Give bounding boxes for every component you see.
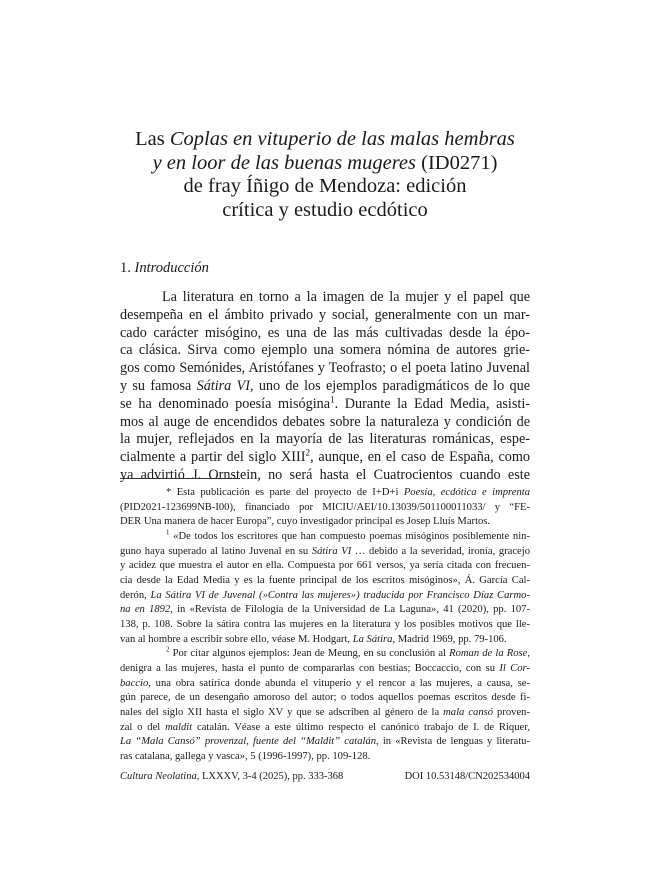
footnote-line: cia desde la Edad Media y es la fuente principal de los escritos misóginos», Á. García Cal- — [120, 574, 530, 586]
text: van al hombre a escribir sobre ello, véase M. Hodgart, — [120, 633, 353, 645]
text: * Esta publicación es parte del proyecto de I+D+i — [166, 487, 404, 498]
footnote-line — [120, 486, 530, 501]
footnote-line: gún parece, de un desengaño amoroso del autor; o todos aquellos poemas escritos desde fi- — [120, 692, 530, 704]
footnote-ref-1[interactable]: 1 — [330, 394, 335, 405]
text: cialmente a partir del siglo XIII — [120, 449, 306, 466]
work-title: baccio — [120, 677, 149, 689]
body-line: la mujer, reflejados en la mayoría de las literaturas románicas, espe- — [120, 431, 530, 448]
footnote-line — [120, 662, 530, 677]
text: «De todos los escritores que han compuesto poemas misóginos posiblemente nin- — [173, 530, 530, 542]
title-work-italic: y en loor de las buenas mugeres — [152, 151, 416, 174]
footnote-separator — [120, 478, 240, 479]
work-title: Sátira VI — [311, 545, 352, 557]
body-line: cado carácter misógino, es una de las más cultivadas desde la épo- — [120, 324, 530, 341]
project-title: Poesía, ecdótica e imprenta — [403, 487, 530, 498]
text: , in «Revista de lenguas y literatu- — [376, 736, 530, 748]
footnote-star — [120, 486, 530, 530]
text: … debido a la severidad, ironía, gracejo — [351, 545, 530, 557]
text: nales del siglo XII hasta el siglo XV y que se adscriben al género de la — [120, 706, 444, 718]
work-title: Sátira VI — [196, 377, 250, 394]
work-title: La Sátira VI de Juvenal (»Contra las mujeres») traducida por Francisco Díaz Carmo- — [150, 589, 530, 601]
text: , Madrid 1969, pp. 79-106. — [392, 633, 507, 645]
doi[interactable]: DOI 10.53148/CN202534004 — [404, 771, 530, 782]
article-title — [120, 128, 530, 222]
work-title: na en 1892 — [120, 604, 171, 616]
text: denigra a las mujeres, hasta el punto de compararlas con bestias; Boccaccio, con su — [120, 662, 500, 674]
footnote-line: y acidez que muestra el autor en ella. Compuesta por 661 versos, ya sería citada con frecuen- — [120, 560, 530, 572]
text: y su famosa — [120, 377, 197, 394]
footnote-line — [120, 677, 530, 692]
text: catalán. Véase a este último respecto el canónico trabajo de I. de Riquer, — [192, 721, 530, 733]
title-line-2 — [120, 152, 530, 176]
footnote-line — [120, 721, 530, 736]
title-work-italic: Coplas en vituperio de las malas hembras — [169, 128, 515, 150]
text: , aunque, en el caso de España, como — [310, 449, 530, 466]
body-line: La literatura en torno a la imagen de la mujer y el papel que — [162, 289, 530, 305]
footnote-line — [120, 603, 530, 618]
page — [120, 0, 530, 877]
footnote-line: ras catalana, gallega y vasca», 5 (1996-1997), pp. 109-128. — [120, 750, 371, 762]
footnote-line — [120, 706, 530, 721]
footnote-line — [120, 633, 530, 648]
footnote-line: DER Una manera de hacer Europa”, cuyo investigador principal es Josep Lluís Martos. — [120, 516, 491, 528]
text: se ha denominado poesía misógina — [120, 395, 331, 412]
body-line: ca clásica. Sirva como ejemplo una somera nómina de autores grie- — [120, 342, 530, 359]
text: . Durante la Edad Media, asisti- — [334, 395, 531, 412]
text: Por citar algunos ejemplos: Jean de Meung, en su conclusión al — [172, 648, 450, 660]
body-paragraph — [120, 289, 530, 485]
text: derón, — [120, 589, 151, 601]
work-title: La Sátira — [352, 633, 393, 645]
body-line — [120, 378, 530, 396]
footnote-line — [120, 647, 530, 662]
footnotes — [120, 486, 530, 764]
genre-term: maldit — [165, 721, 193, 733]
footnote-line: (PID2021-123699NB-I00), financiado por MICIU/AEI/10.13039/501100011033/ y “FE- — [120, 501, 530, 513]
journal-name: Cultura Neolatina — [120, 771, 197, 782]
section-title: Introducción — [134, 260, 209, 276]
text: , — [527, 648, 530, 660]
footnote-line — [120, 530, 530, 545]
footnote-line — [120, 735, 530, 750]
work-title: Roman de la Rose — [449, 648, 528, 660]
body-line: desempeña en el ámbito privado y social, generalmente con un mar- — [120, 306, 530, 323]
genre-term: mala cansó — [443, 706, 494, 718]
title-line-1 — [120, 128, 530, 152]
footnote-line — [120, 545, 530, 560]
footnote-1 — [120, 530, 530, 647]
journal-issue: , LXXXV, 3-4 (2025), pp. 333-368 — [196, 771, 344, 782]
text: proven- — [493, 706, 531, 718]
section-number: 1. — [120, 260, 135, 276]
text: , una obra satírica donde abunda el vituperio y el rencor a las mujeres, a causa, se- — [148, 677, 530, 689]
work-title: La “Mala Cansó” provenzal, fuente del “Maldit” catalán — [120, 736, 377, 748]
title-id: (ID0271) — [416, 151, 498, 174]
footnote-mark: 2 — [166, 646, 170, 654]
footnote-line — [120, 589, 530, 604]
body-line: mos al auge de encendidos debates sobre la naturaleza y condición de — [120, 413, 530, 430]
work-title: Il Cor- — [499, 662, 530, 674]
text: zal o del — [120, 721, 166, 733]
footnote-ref-2[interactable]: 2 — [305, 447, 311, 458]
text: guno haya superado al latino Juvenal en su — [120, 545, 312, 557]
title-text: Las — [135, 128, 170, 150]
section-heading — [120, 259, 530, 277]
body-line — [120, 449, 530, 467]
title-line-4: crítica y estudio ecdótico — [222, 198, 428, 221]
text: , uno de los ejemplos paradigmáticos de lo que — [249, 377, 530, 394]
text: , in «Revista de Filología de la Universidad de La Laguna», 41 (2020), pp. 107- — [170, 604, 531, 616]
footnote-2 — [120, 647, 530, 764]
footnote-line: 138, p. 108. Sobre la sátira contra las mujeres en la literatura y los posibles motivos que lle- — [120, 618, 530, 630]
body-line — [120, 396, 530, 414]
body-line: gos como Semónides, Aristófanes y Teofrasto; o el poeta latino Juvenal — [120, 360, 530, 377]
body-line: ya advirtió J. Ornstein, no será hasta el Cuatrocientos cuando este — [120, 466, 530, 483]
title-line-3: de fray Íñigo de Mendoza: edición — [183, 175, 467, 197]
journal-citation — [120, 770, 343, 783]
footnote-mark: 1 — [166, 529, 170, 537]
